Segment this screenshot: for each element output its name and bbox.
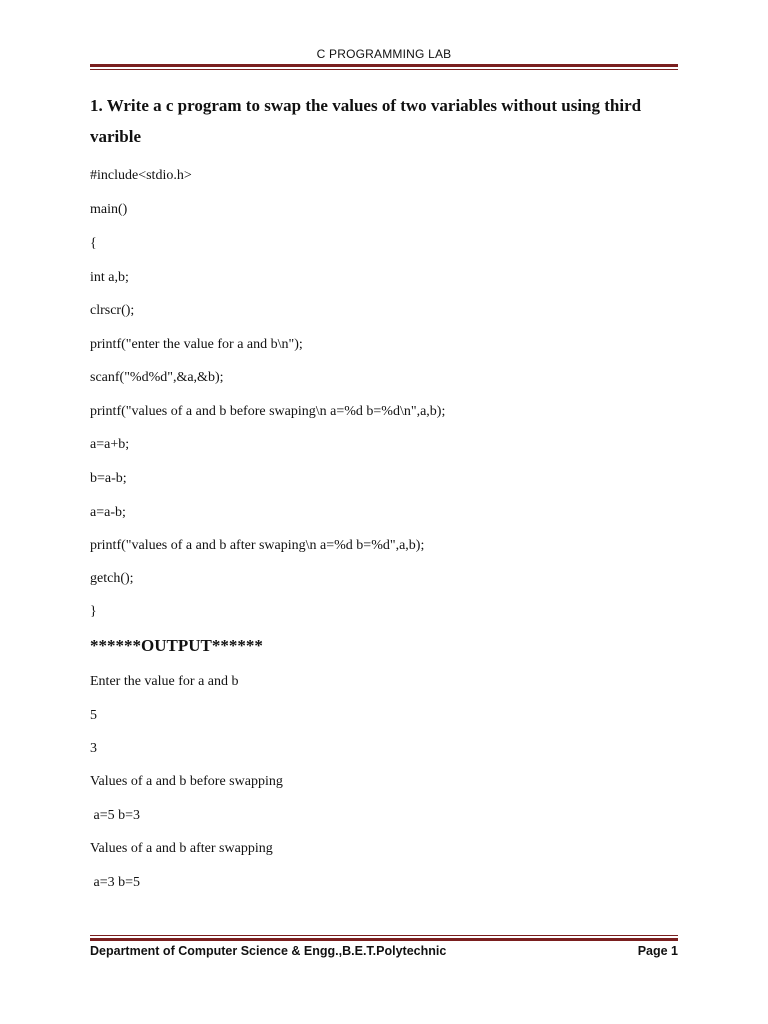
header-title: C PROGRAMMING LAB (316, 47, 452, 61)
code-line: #include<stdio.h> (90, 168, 192, 183)
footer-page-number: Page 1 (637, 944, 678, 958)
footer-rule-thin (90, 935, 678, 936)
code-line: int a,b; (90, 270, 129, 285)
code-line: b=a-b; (90, 471, 127, 486)
code-line: a=a+b; (90, 437, 130, 452)
output-line: 3 (90, 741, 97, 756)
footer-rule-thick (90, 938, 678, 941)
output-line: Values of a and b before swapping (90, 774, 283, 789)
header-rule-thin (90, 69, 678, 70)
output-heading: ******OUTPUT****** (90, 636, 263, 655)
output-line: Values of a and b after swapping (90, 841, 273, 856)
code-line: scanf("%d%d",&a,&b); (90, 370, 224, 385)
code-line: } (90, 604, 97, 619)
code-line: main() (90, 202, 128, 217)
output-line: a=3 b=5 (90, 875, 141, 890)
code-line: clrscr(); (90, 303, 135, 318)
output-line: Enter the value for a and b (90, 674, 239, 689)
output-line: a=5 b=3 (90, 808, 141, 823)
code-line: getch(); (90, 571, 134, 586)
code-line: printf("enter the value for a and b\n"); (90, 337, 303, 352)
question-title: 1. Write a c program to swap the values of two variables without using third varible (90, 96, 642, 146)
code-line: { (90, 236, 97, 251)
footer-department: Department of Computer Science & Engg.,B.E.T.Polytechnic (90, 944, 447, 958)
code-line: a=a-b; (90, 505, 126, 520)
code-line: printf("values of a and b before swaping\n a=%d b=%d\n",a,b); (90, 404, 446, 419)
output-line: 5 (90, 708, 97, 723)
header-rule-thick (90, 64, 678, 67)
code-line: printf("values of a and b after swaping\n a=%d b=%d",a,b); (90, 538, 425, 553)
